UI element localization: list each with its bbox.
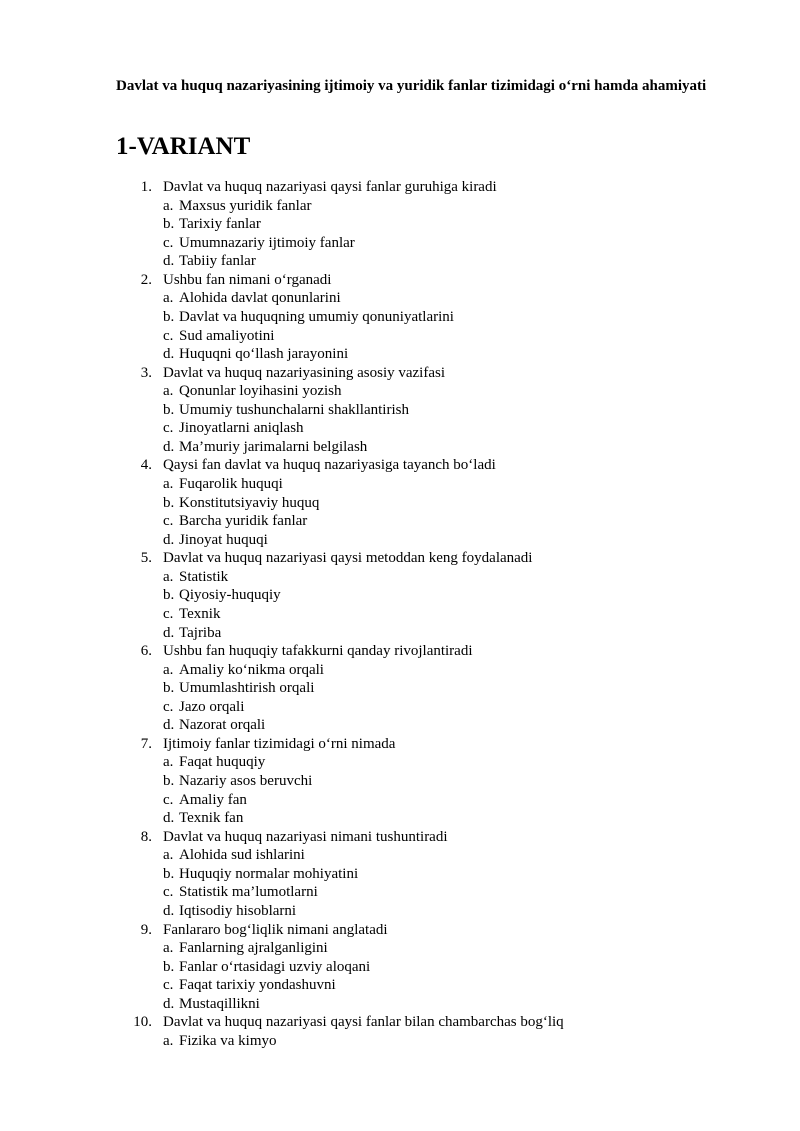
question-line [0, 364, 800, 383]
option-letter: a. [163, 661, 174, 678]
option-text: Davlat va huquqning umumiy qonuniyatlarini [179, 308, 454, 325]
option-text: Statistik [179, 568, 229, 585]
document-title: Davlat va huquq nazariyasining ijtimoiy va yuridik fanlar tizimidagi o‘rni hamda ahamiyati [116, 78, 707, 94]
option-text: Nazorat orqali [179, 717, 266, 734]
answer-option [0, 308, 800, 327]
option-letter: d. [163, 995, 175, 1012]
answer-option [0, 958, 800, 977]
option-text: Texnik fan [179, 810, 244, 827]
answer-option [0, 698, 800, 717]
option-text: Amaliy ko‘nikma orqali [179, 661, 324, 678]
answer-option [0, 791, 800, 810]
answer-options [0, 753, 800, 827]
question-line [0, 921, 800, 940]
option-text: Fanlarning ajralganligini [179, 940, 328, 957]
question-line [0, 456, 800, 475]
option-text: Qiyosiy-huquqiy [179, 587, 281, 604]
option-text: Sud amaliyotini [179, 327, 275, 344]
option-text: Faqat huquqiy [179, 754, 266, 771]
answer-option [0, 716, 800, 735]
answer-option [0, 679, 800, 698]
question-number: 3. [140, 364, 152, 381]
option-text: Faqat tarixiy yondashuvni [179, 977, 336, 994]
option-text: Umumiy tushunchalarni shakllantirish [179, 401, 409, 418]
option-letter: b. [163, 865, 175, 882]
option-text: Fuqarolik huquqi [179, 476, 283, 492]
answer-option [0, 1032, 800, 1051]
option-letter: d. [163, 902, 175, 919]
answer-options [0, 197, 800, 271]
option-letter: b. [163, 216, 175, 233]
answer-option [0, 382, 800, 401]
question-text: Ijtimoiy fanlar tizimidagi o‘rni nimada [163, 735, 396, 752]
answer-option [0, 252, 800, 271]
option-text: Jazo orqali [179, 698, 245, 715]
answer-options [0, 475, 800, 549]
question-number: 7. [140, 735, 152, 752]
option-letter: a. [163, 383, 174, 400]
answer-option [0, 531, 800, 550]
option-text: Tabiiy fanlar [179, 253, 256, 270]
option-text: Jinoyat huquqi [179, 531, 268, 548]
option-letter: a. [163, 290, 174, 307]
question-line [0, 642, 800, 661]
option-letter: b. [163, 494, 175, 511]
option-text: Umumnazariy ijtimoiy fanlar [179, 234, 355, 251]
option-letter: d. [163, 438, 175, 455]
answer-option [0, 568, 800, 587]
question-item [0, 921, 800, 1014]
option-letter: a. [163, 1032, 174, 1049]
option-letter: c. [163, 698, 174, 715]
answer-option [0, 586, 800, 605]
option-letter: b. [163, 308, 175, 325]
question-number: 1. [140, 179, 152, 195]
answer-option [0, 289, 800, 308]
answer-options [0, 568, 800, 642]
option-letter: d. [163, 717, 175, 734]
option-letter: c. [163, 977, 174, 994]
option-letter: d. [163, 253, 175, 270]
question-text: Qaysi fan davlat va huquq nazariyasiga tayanch bo‘ladi [163, 457, 496, 474]
answer-options [0, 289, 800, 363]
option-text: Barcha yuridik fanlar [179, 513, 308, 530]
option-letter: a. [163, 754, 174, 771]
option-letter: a. [163, 940, 174, 957]
question-text: Davlat va huquq nazariyasi qaysi fanlar guruhiga kiradi [163, 179, 497, 195]
option-text: Texnik [179, 605, 221, 622]
question-list [0, 178, 800, 1050]
question-item [0, 271, 800, 364]
question-line [0, 828, 800, 847]
answer-option [0, 494, 800, 513]
question-text: Ushbu fan nimani o‘rganadi [163, 271, 332, 288]
question-item [0, 735, 800, 828]
option-letter: c. [163, 791, 174, 808]
question-item [0, 456, 800, 549]
question-text: Davlat va huquq nazariyasi qaysi metoddan keng foydalanadi [163, 550, 533, 567]
option-text: Ma’muriy jarimalarni belgilash [179, 438, 368, 455]
question-number: 10. [133, 1014, 152, 1031]
answer-option [0, 345, 800, 364]
answer-option [0, 234, 800, 253]
option-text: Fizika va kimyo [179, 1032, 277, 1049]
question-text: Davlat va huquq nazariyasi nimani tushuntiradi [163, 828, 448, 845]
answer-options [0, 939, 800, 1013]
option-letter: c. [163, 884, 174, 901]
option-text: Alohida davlat qonunlarini [179, 290, 341, 307]
question-text: Davlat va huquq nazariyasi qaysi fanlar bilan chambarchas bog‘liq [163, 1014, 564, 1031]
question-number: 9. [140, 921, 152, 938]
option-text: Nazariy asos beruvchi [179, 773, 313, 789]
question-item [0, 1013, 800, 1050]
answer-option [0, 624, 800, 643]
option-text: Tarixiy fanlar [179, 216, 261, 233]
question-number: 8. [140, 828, 152, 845]
question-item [0, 364, 800, 457]
answer-option [0, 902, 800, 921]
option-letter: d. [163, 346, 175, 363]
answer-option [0, 197, 800, 216]
question-number: 5. [140, 550, 152, 567]
question-line [0, 1013, 800, 1032]
question-item [0, 642, 800, 735]
answer-options [0, 846, 800, 920]
question-line [0, 735, 800, 754]
question-item [0, 828, 800, 921]
option-text: Huquqni qo‘llash jarayonini [179, 346, 349, 363]
option-text: Umumlashtirish orqali [179, 680, 315, 697]
answer-option [0, 661, 800, 680]
answer-option [0, 605, 800, 624]
answer-options [0, 382, 800, 456]
option-text: Fanlar o‘rtasidagi uzviy aloqani [179, 958, 371, 975]
answer-option [0, 438, 800, 457]
question-number: 2. [140, 271, 152, 288]
answer-option [0, 976, 800, 995]
option-letter: c. [163, 605, 174, 622]
option-letter: c. [163, 234, 174, 251]
option-letter: c. [163, 327, 174, 344]
option-letter: d. [163, 624, 175, 641]
answer-option [0, 772, 800, 791]
option-letter: b. [163, 958, 175, 975]
option-letter: b. [163, 401, 175, 418]
answer-option [0, 865, 800, 884]
option-text: Qonunlar loyihasini yozish [179, 383, 342, 400]
answer-options [0, 1032, 800, 1051]
option-letter: a. [163, 847, 174, 864]
answer-option [0, 327, 800, 346]
option-text: Mustaqillikni [179, 995, 260, 1012]
question-line [0, 178, 800, 197]
answer-option [0, 809, 800, 828]
answer-option [0, 419, 800, 438]
answer-option [0, 846, 800, 865]
option-letter: b. [163, 773, 175, 789]
option-letter: a. [163, 476, 174, 492]
option-text: Statistik ma’lumotlarni [179, 884, 318, 901]
answer-option [0, 512, 800, 531]
option-letter: c. [163, 513, 174, 530]
option-text: Iqtisodiy hisoblarni [179, 902, 297, 919]
question-line [0, 549, 800, 568]
option-text: Konstitutsiyaviy huquq [179, 494, 320, 511]
option-text: Amaliy fan [179, 791, 247, 808]
question-line [0, 271, 800, 290]
question-number: 4. [140, 457, 152, 474]
question-text: Davlat va huquq nazariyasining asosiy vazifasi [163, 364, 445, 381]
question-number: 6. [140, 643, 152, 660]
question-text: Fanlararo bog‘liqlik nimani anglatadi [163, 921, 388, 938]
answer-option [0, 475, 800, 494]
option-letter: b. [163, 587, 175, 604]
option-text: Alohida sud ishlarini [179, 847, 305, 864]
option-letter: a. [163, 197, 174, 214]
answer-option [0, 215, 800, 234]
option-letter: b. [163, 680, 175, 697]
option-letter: c. [163, 420, 174, 437]
option-letter: d. [163, 531, 175, 548]
option-letter: d. [163, 810, 175, 827]
answer-option [0, 939, 800, 958]
question-item [0, 549, 800, 642]
question-item [0, 178, 800, 271]
answer-option [0, 995, 800, 1014]
option-letter: a. [163, 568, 174, 585]
option-text: Huquqiy normalar mohiyatini [179, 865, 359, 882]
answer-option [0, 401, 800, 420]
answer-options [0, 661, 800, 735]
answer-option [0, 883, 800, 902]
option-text: Jinoyatlarni aniqlash [179, 420, 304, 437]
option-text: Tajriba [179, 624, 222, 641]
answer-option [0, 753, 800, 772]
option-text: Maxsus yuridik fanlar [179, 197, 312, 214]
variant-heading: 1-VARIANT [116, 133, 251, 160]
question-text: Ushbu fan huquqiy tafakkurni qanday rivojlantiradi [163, 643, 473, 660]
